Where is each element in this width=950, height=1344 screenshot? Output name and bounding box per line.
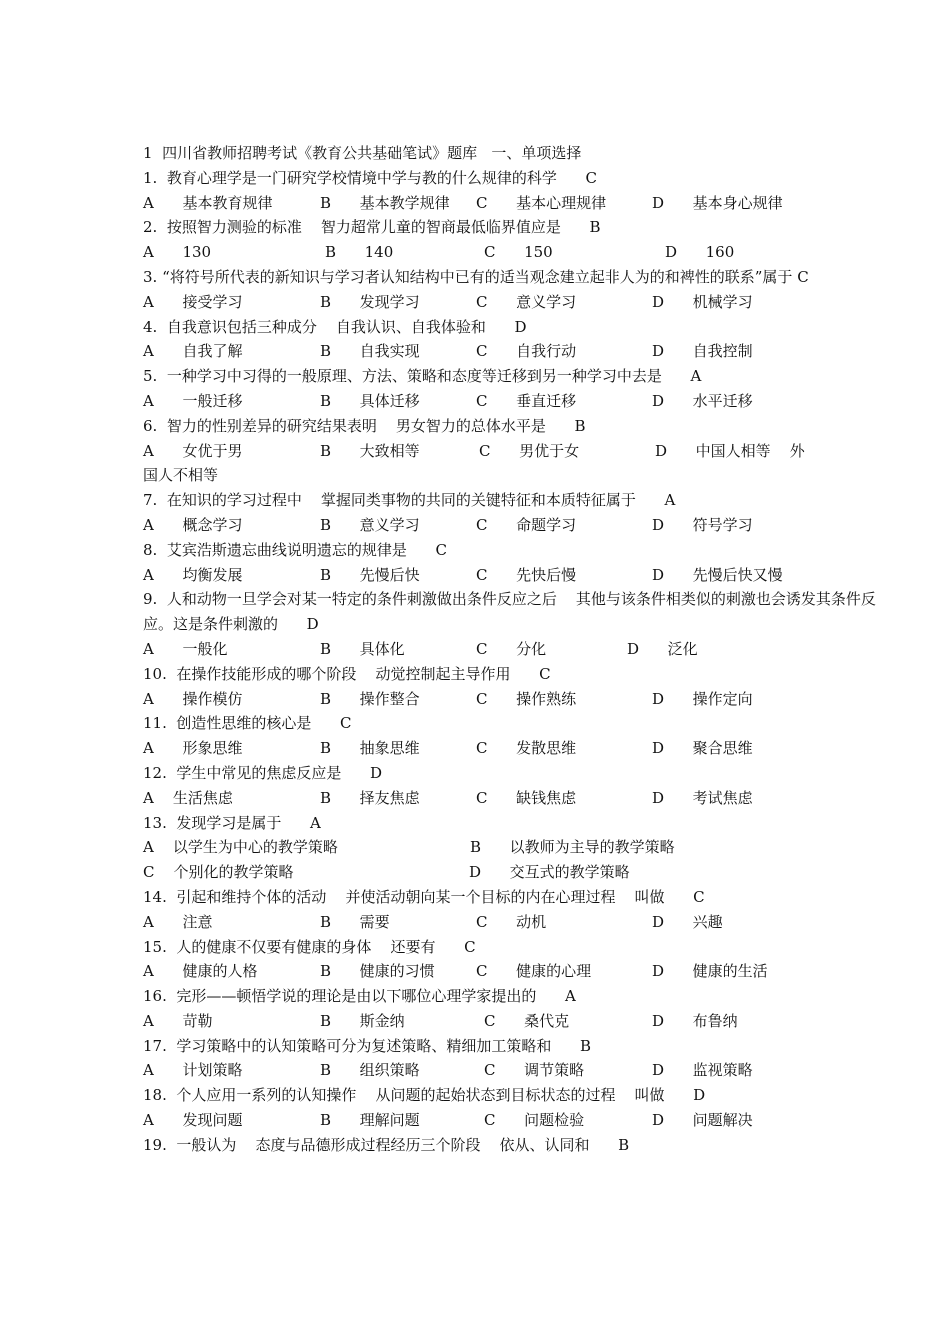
option-a: A 注意 [143, 912, 213, 931]
option-a: A 概念学习 [143, 515, 243, 534]
question-stem: 3. “将符号所代表的新知识与学习者认知结构中已有的适当观念建立起非人为的和裨性的联系”属于 C [143, 267, 809, 286]
option-a: A 苛勒 [143, 1011, 213, 1030]
option-row [143, 389, 813, 414]
option-a: A 一般迁移 [143, 391, 243, 410]
option-row [143, 240, 813, 265]
question-stem: 2. 按照智力测验的标准 智力超常儿童的智商最低临界值应是 B [143, 218, 601, 237]
option-c: C 先快后慢 [476, 565, 577, 584]
option-c: C 调节策略 [484, 1061, 585, 1080]
option-c: C 操作熟练 [476, 689, 577, 708]
option-row [143, 1009, 813, 1034]
option-d: D 操作定向 [652, 689, 753, 708]
option-d: D 健康的生活 [652, 962, 768, 981]
option-row [143, 637, 813, 662]
option-b: B 大致相等 [320, 441, 420, 460]
option-b: B 自我实现 [320, 342, 420, 361]
option-b: B 意义学习 [320, 515, 420, 534]
option-b: B 抽象思维 [320, 739, 420, 758]
option-b: B 具体化 [320, 639, 405, 658]
question-stem: 15. 人的健康不仅要有健康的身体 还要有 C [143, 937, 476, 956]
option-b: B 健康的习惯 [320, 962, 435, 981]
option-d: D 自我控制 [652, 342, 753, 361]
option-d: D 监视策略 [652, 1061, 753, 1080]
option-a: A 计划策略 [143, 1061, 243, 1080]
option-d: D 问题解决 [652, 1111, 753, 1130]
option-b: B 发现学习 [320, 292, 420, 311]
option-row [143, 959, 813, 984]
option-a: A 基本教育规律 [143, 193, 273, 212]
option-c: C 动机 [476, 912, 547, 931]
option-d: D 交互式的教学策略 [469, 863, 630, 882]
option-b: B 理解问题 [320, 1111, 420, 1130]
option-b: B 斯金纳 [320, 1011, 405, 1030]
question-stem: 4. 自我意识包括三种成分 自我认识、自我体验和 D [143, 317, 527, 336]
option-d: D 160 [665, 243, 735, 262]
option-a: A 自我了解 [143, 342, 243, 361]
option-row [143, 191, 813, 216]
option-c: C 缺钱焦虑 [476, 788, 577, 807]
option-b: B 操作整合 [320, 689, 420, 708]
option-row [143, 563, 813, 588]
option-d: D 布鲁纳 [652, 1011, 738, 1030]
question-stem: 12. 学生中常见的焦虑反应是 D [143, 763, 383, 782]
option-row [143, 910, 813, 935]
question-stem: 1. 教育心理学是一门研究学校情境中学与教的什么规律的科学 C [143, 168, 597, 187]
question-stem: 13. 发现学习是属于 A [143, 813, 321, 832]
option-c: C 分化 [476, 639, 547, 658]
option-a: A 操作模仿 [143, 689, 243, 708]
option-c: C 自我行动 [476, 342, 577, 361]
option-c: C 垂直迁移 [476, 391, 577, 410]
option-d: D 先慢后快又慢 [652, 565, 783, 584]
option-row [143, 687, 813, 712]
option-continuation: 国人不相等 [143, 466, 219, 485]
option-d: D 机械学习 [652, 292, 753, 311]
option-row [143, 786, 813, 811]
question-stem: 6. 智力的性别差异的研究结果表明 男女智力的总体水平是 B [143, 416, 586, 435]
option-c: C 命题学习 [476, 515, 577, 534]
question-stem: 16. 完形——顿悟学说的理论是由以下哪位心理学家提出的 A [143, 987, 576, 1006]
option-d: D 泛化 [627, 639, 698, 658]
question-stem: 14. 引起和维持个体的活动 并使活动朝向某一个目标的内在心理过程 叫做 C [143, 887, 705, 906]
option-c: C 问题检验 [484, 1111, 585, 1130]
option-c: C 个别化的教学策略 [143, 863, 294, 882]
option-d: D 基本身心规律 [652, 193, 783, 212]
option-a: A 发现问题 [143, 1111, 243, 1130]
option-c: C 150 [484, 243, 553, 262]
option-a: A 接受学习 [143, 292, 243, 311]
question-stem: 10. 在操作技能形成的哪个阶段 动觉控制起主导作用 C [143, 664, 551, 683]
question-stem: 7. 在知识的学习过程中 掌握同类事物的共同的关键特征和本质特征属于 A [143, 491, 676, 510]
option-row [143, 290, 813, 315]
question-stem: 19. 一般认为 态度与品德形成过程经历三个阶段 依从、认同和 B [143, 1135, 630, 1154]
option-d: D 考试焦虑 [652, 788, 753, 807]
question-stem: 18. 个人应用一系列的认知操作 从问题的起始状态到目标状态的过程 叫做 D [143, 1086, 706, 1105]
option-b: B 具体迁移 [320, 391, 420, 410]
option-a: A 生活焦虑 [143, 788, 233, 807]
question-stem: 9. 人和动物一旦学会对某一特定的条件刺激做出条件反应之后 其他与该条件相类似的刺激也会诱发其条件反 [143, 590, 876, 609]
option-a: A 以学生为中心的教学策略 [143, 838, 338, 857]
question-stem-continuation: 应。这是条件刺激的 D [143, 615, 319, 634]
option-row [143, 835, 813, 860]
option-a: A 健康的人格 [143, 962, 258, 981]
question-stem: 8. 艾宾浩斯遗忘曲线说明遗忘的规律是 C [143, 540, 447, 559]
option-a: A 均衡发展 [143, 565, 243, 584]
option-c: C 健康的心理 [476, 962, 592, 981]
option-a: A 一般化 [143, 639, 228, 658]
option-row [143, 439, 813, 464]
option-b: B 组织策略 [320, 1061, 420, 1080]
option-c: C 发散思维 [476, 739, 577, 758]
option-row [143, 860, 813, 885]
option-d: D 聚合思维 [652, 739, 753, 758]
option-row [143, 1108, 813, 1133]
option-c: C 男优于女 [479, 441, 580, 460]
option-b: B 基本教学规律 [320, 193, 450, 212]
question-stem: 11. 创造性思维的核心是 C [143, 714, 352, 733]
option-d: D 符号学习 [652, 515, 753, 534]
option-row [143, 1058, 813, 1083]
option-d: D 兴趣 [652, 912, 723, 931]
option-d: D 水平迁移 [652, 391, 753, 410]
option-row [143, 339, 813, 364]
option-b: B 先慢后快 [320, 565, 420, 584]
option-row [143, 513, 813, 538]
option-a: A 形象思维 [143, 739, 243, 758]
option-b: B 需要 [320, 912, 390, 931]
option-b: B 择友焦虑 [320, 788, 420, 807]
question-stem: 17. 学习策略中的认知策略可分为复述策略、精细加工策略和 B [143, 1036, 592, 1055]
option-c: C 基本心理规律 [476, 193, 607, 212]
option-b: B 以教师为主导的教学策略 [470, 838, 675, 857]
option-c: C 桑代克 [484, 1011, 570, 1030]
option-a: A 130 [143, 243, 212, 262]
option-a: A 女优于男 [143, 441, 243, 460]
option-d: D 中国人相等 外 [655, 441, 805, 460]
question-stem: 5. 一种学习中习得的一般原理、方法、策略和态度等迁移到另一种学习中去是 A [143, 367, 702, 386]
document-header: 1 四川省教师招聘考试《教育公共基础笔试》题库 一、单项选择 [143, 144, 582, 162]
question-document [143, 141, 876, 1158]
option-b: B 140 [325, 243, 394, 262]
option-c: C 意义学习 [476, 292, 577, 311]
option-row [143, 736, 813, 761]
